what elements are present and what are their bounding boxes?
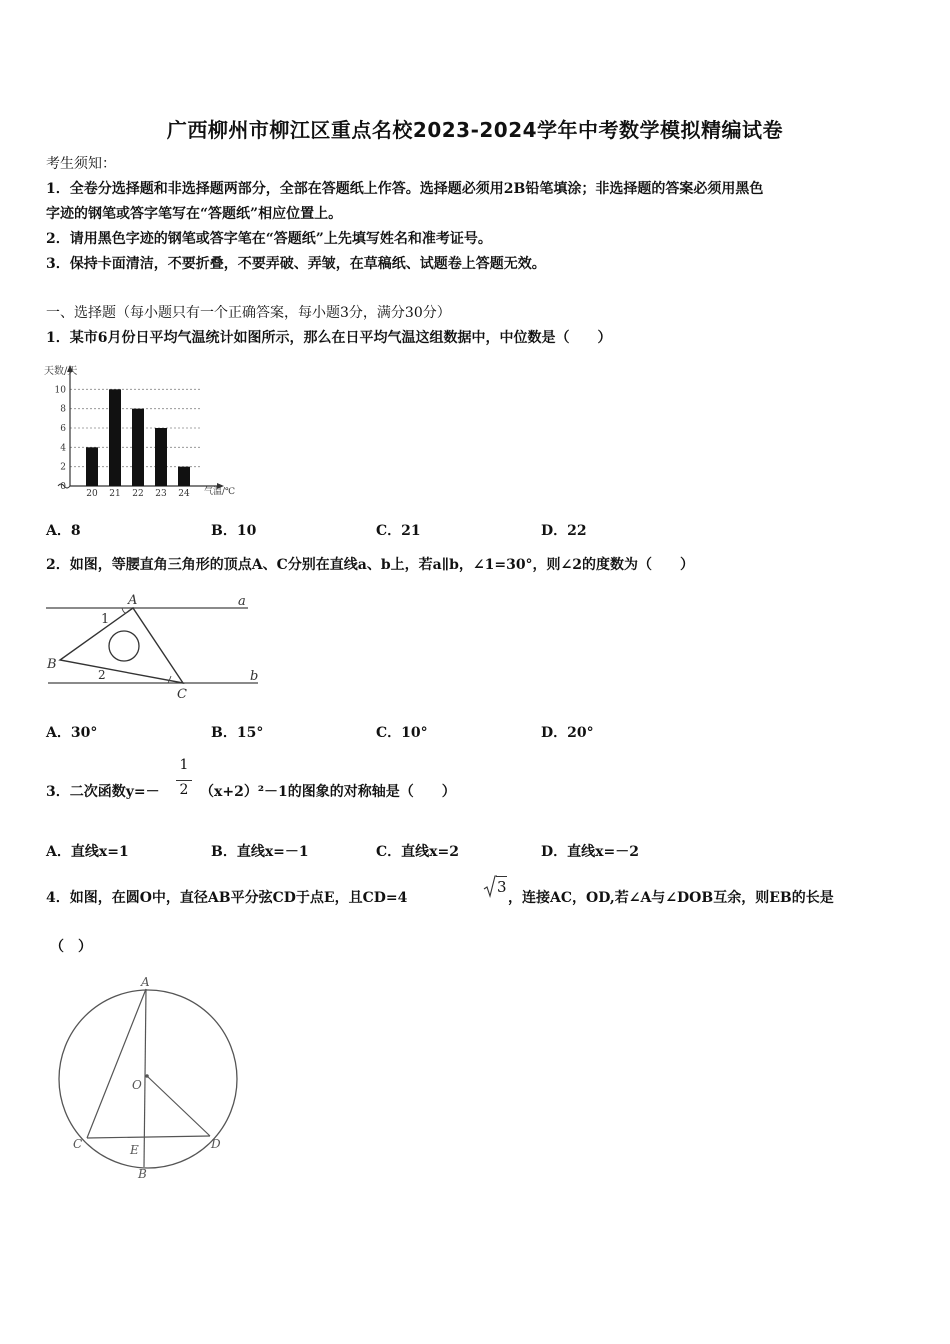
label-o: O: [132, 1078, 142, 1092]
x-tick-label: 23: [155, 489, 167, 499]
q3-option-c[interactable]: C．直线x=2: [376, 844, 459, 860]
sqrt-overbar: [496, 876, 507, 877]
y-tick-label: 8: [60, 404, 66, 415]
label-line-b: b: [250, 669, 259, 684]
triangle-abc: [60, 608, 183, 683]
section-heading: 一、选择题（每小题只有一个正确答案，每小题3分，满分30分）: [46, 305, 451, 321]
q4-sqrt-value: 3: [497, 878, 507, 896]
y-axis-label: 天数/天: [44, 366, 78, 377]
label-d: D: [211, 1137, 221, 1151]
label-c-point: C: [177, 687, 187, 702]
q1-option-a[interactable]: A．8: [46, 523, 81, 539]
x-tick-label: 21: [109, 489, 121, 499]
q1-option-d[interactable]: D．22: [541, 523, 587, 539]
angle-1-arc: [122, 608, 128, 613]
label-line-a: a: [238, 594, 246, 609]
q2-option-a[interactable]: A．30°: [46, 725, 98, 741]
q2-option-b[interactable]: B．15°: [211, 725, 264, 741]
notice-item-1-line-2: 字迹的钢笔或答字笔写在“答题纸”相应位置上。: [46, 206, 343, 222]
q3-option-b[interactable]: B．直线x=－1: [211, 844, 309, 860]
label-b: B: [138, 1167, 147, 1181]
center-dot: [145, 1074, 149, 1078]
angle-2-arc: [168, 676, 171, 683]
label-a-point: A: [128, 593, 138, 608]
y-tick-label: 0: [60, 482, 66, 492]
label-b-point: B: [47, 657, 57, 672]
q3-fraction-numerator: 1: [179, 757, 189, 773]
question-4-text-a: 4．如图，在圆O中，直径AB平分弦CD于点E，且CD=4: [46, 890, 408, 906]
bar: [86, 447, 98, 486]
x-axis-label: 气温/℃: [204, 487, 236, 497]
q1-option-b[interactable]: B．10: [211, 523, 257, 539]
label-a: A: [141, 975, 150, 989]
question-4-paren: （ ）: [50, 939, 92, 955]
chord-cd: [87, 1136, 210, 1138]
bar: [132, 409, 144, 486]
question-4-text-b: ，连接AC，OD,若∠A与∠DOB互余，则EB的长是: [508, 890, 834, 906]
notice-item-1-line-1: 1．全卷分选择题和非选择题两部分，全部在答题纸上作答。选择题必须用2B铅笔填涂；非选择题的答案必须用黑色: [46, 181, 764, 197]
notice-item-2: 2．请用黑色字迹的钢笔或答字笔在“答题纸”上先填写姓名和准考证号。: [46, 231, 492, 247]
label-angle-2: 2: [98, 668, 106, 682]
y-tick-label: 10: [54, 385, 66, 396]
page-title: 广西柳州市柳江区重点名校2023-2024学年中考数学模拟精编试卷: [166, 118, 784, 142]
question-3-prefix: 3．二次函数y=－: [46, 784, 160, 800]
q3-fraction-bar: [176, 780, 192, 781]
question-3-suffix: （x+2）²－1的图象的对称轴是（ ）: [200, 784, 456, 800]
segment-od: [147, 1076, 210, 1136]
question-2-text: 2．如图，等腰直角三角形的顶点A、C分别在直线a、b上，若a∥b，∠1=30°，则∠2的度数为（ ）: [46, 557, 695, 573]
y-tick-label: 6: [60, 424, 66, 434]
bar: [178, 467, 190, 486]
label-angle-1: 1: [101, 612, 110, 627]
temperature-bar-chart: [40, 362, 250, 502]
question-1-text: 1．某市6月份日平均气温统计如图所示，那么在日平均气温这组数据中，中位数是（ ）: [46, 330, 612, 346]
y-tick-label: 4: [60, 443, 66, 454]
bar: [155, 428, 167, 486]
diameter-ab: [144, 989, 146, 1167]
sqrt-sign: [483, 874, 497, 898]
segment-ac: [87, 989, 146, 1138]
x-tick-label: 20: [86, 489, 98, 499]
label-c: C: [73, 1137, 83, 1151]
notice-heading: 考生须知：: [46, 156, 116, 172]
notice-item-3: 3．保持卡面清洁，不要折叠，不要弄破、弄皱，在草稿纸、试题卷上答题无效。: [46, 256, 546, 272]
q3-fraction-denominator: 2: [179, 782, 189, 798]
triangle-parallel-lines-figure: [40, 588, 270, 703]
label-e: E: [130, 1143, 139, 1157]
x-tick-label: 24: [178, 489, 190, 499]
circle-diameter-chord-figure: [50, 975, 270, 1185]
bar: [109, 389, 121, 486]
x-tick-label: 22: [132, 489, 144, 499]
q2-option-c[interactable]: C．10°: [376, 725, 428, 741]
q2-option-d[interactable]: D．20°: [541, 725, 594, 741]
y-tick-label: 2: [60, 462, 66, 473]
q3-option-d[interactable]: D．直线x=－2: [541, 844, 639, 860]
q3-option-a[interactable]: A．直线x=1: [46, 844, 129, 860]
inner-circle: [109, 631, 139, 661]
q1-option-c[interactable]: C．21: [376, 523, 421, 539]
